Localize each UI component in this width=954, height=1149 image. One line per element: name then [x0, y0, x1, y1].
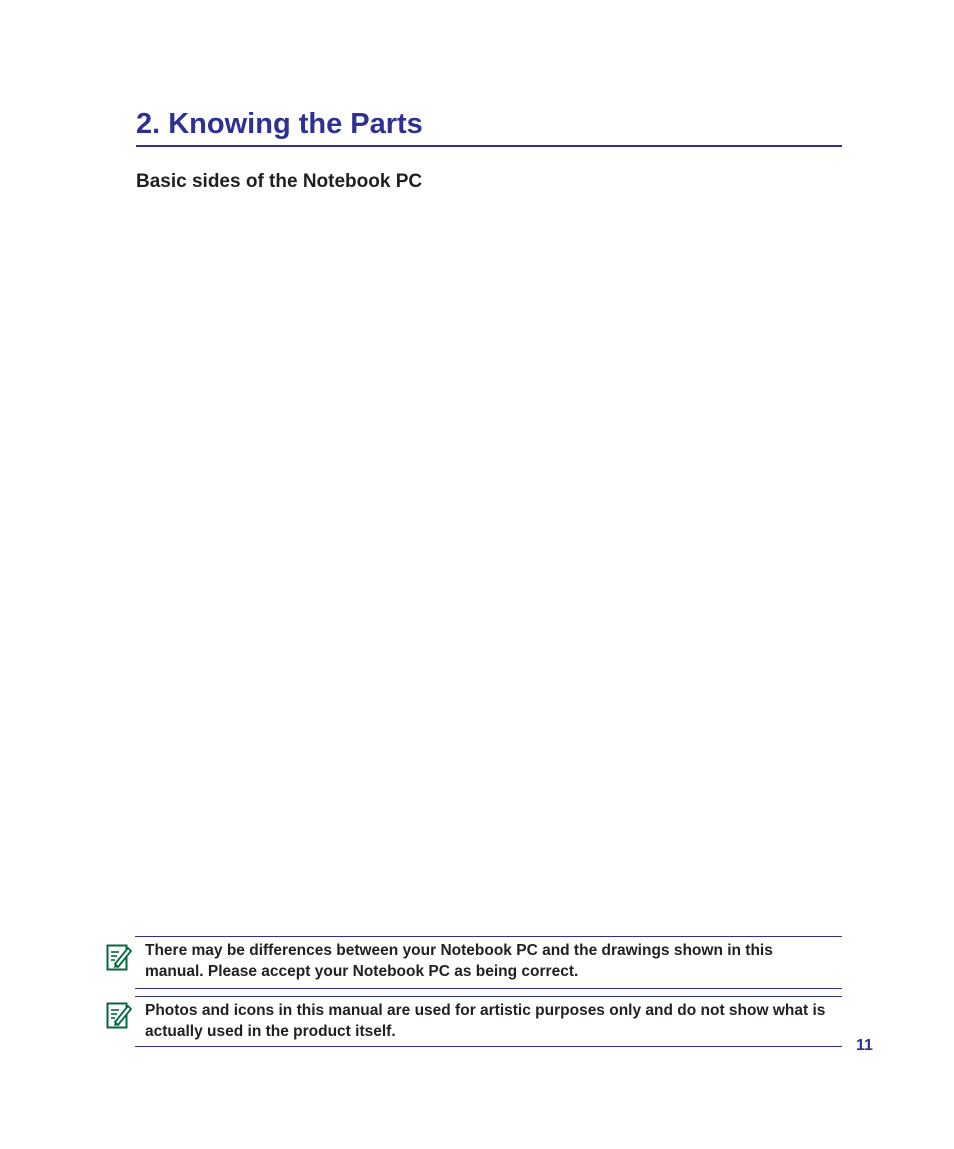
- note-text: There may be differences between your Notebook PC and the drawings shown in this manual. Please accept your Notebook PC as being correct.: [145, 942, 773, 980]
- note-pencil-icon: [106, 1000, 132, 1030]
- note-bottom-divider: [135, 1046, 842, 1047]
- note-pencil-icon: [106, 942, 132, 972]
- section-heading: Basic sides of the Notebook PC: [136, 171, 423, 192]
- note-top-divider: [135, 996, 842, 997]
- page-number: 11: [856, 1037, 873, 1054]
- note-text: Photos and icons in this manual are used for artistic purposes only and do not show what is actually used in the product itself.: [145, 1002, 826, 1040]
- note-divider: [135, 988, 842, 989]
- chapter-title: 2. Knowing the Parts: [136, 108, 423, 140]
- title-divider: [136, 145, 842, 147]
- note-top-divider: [135, 936, 842, 937]
